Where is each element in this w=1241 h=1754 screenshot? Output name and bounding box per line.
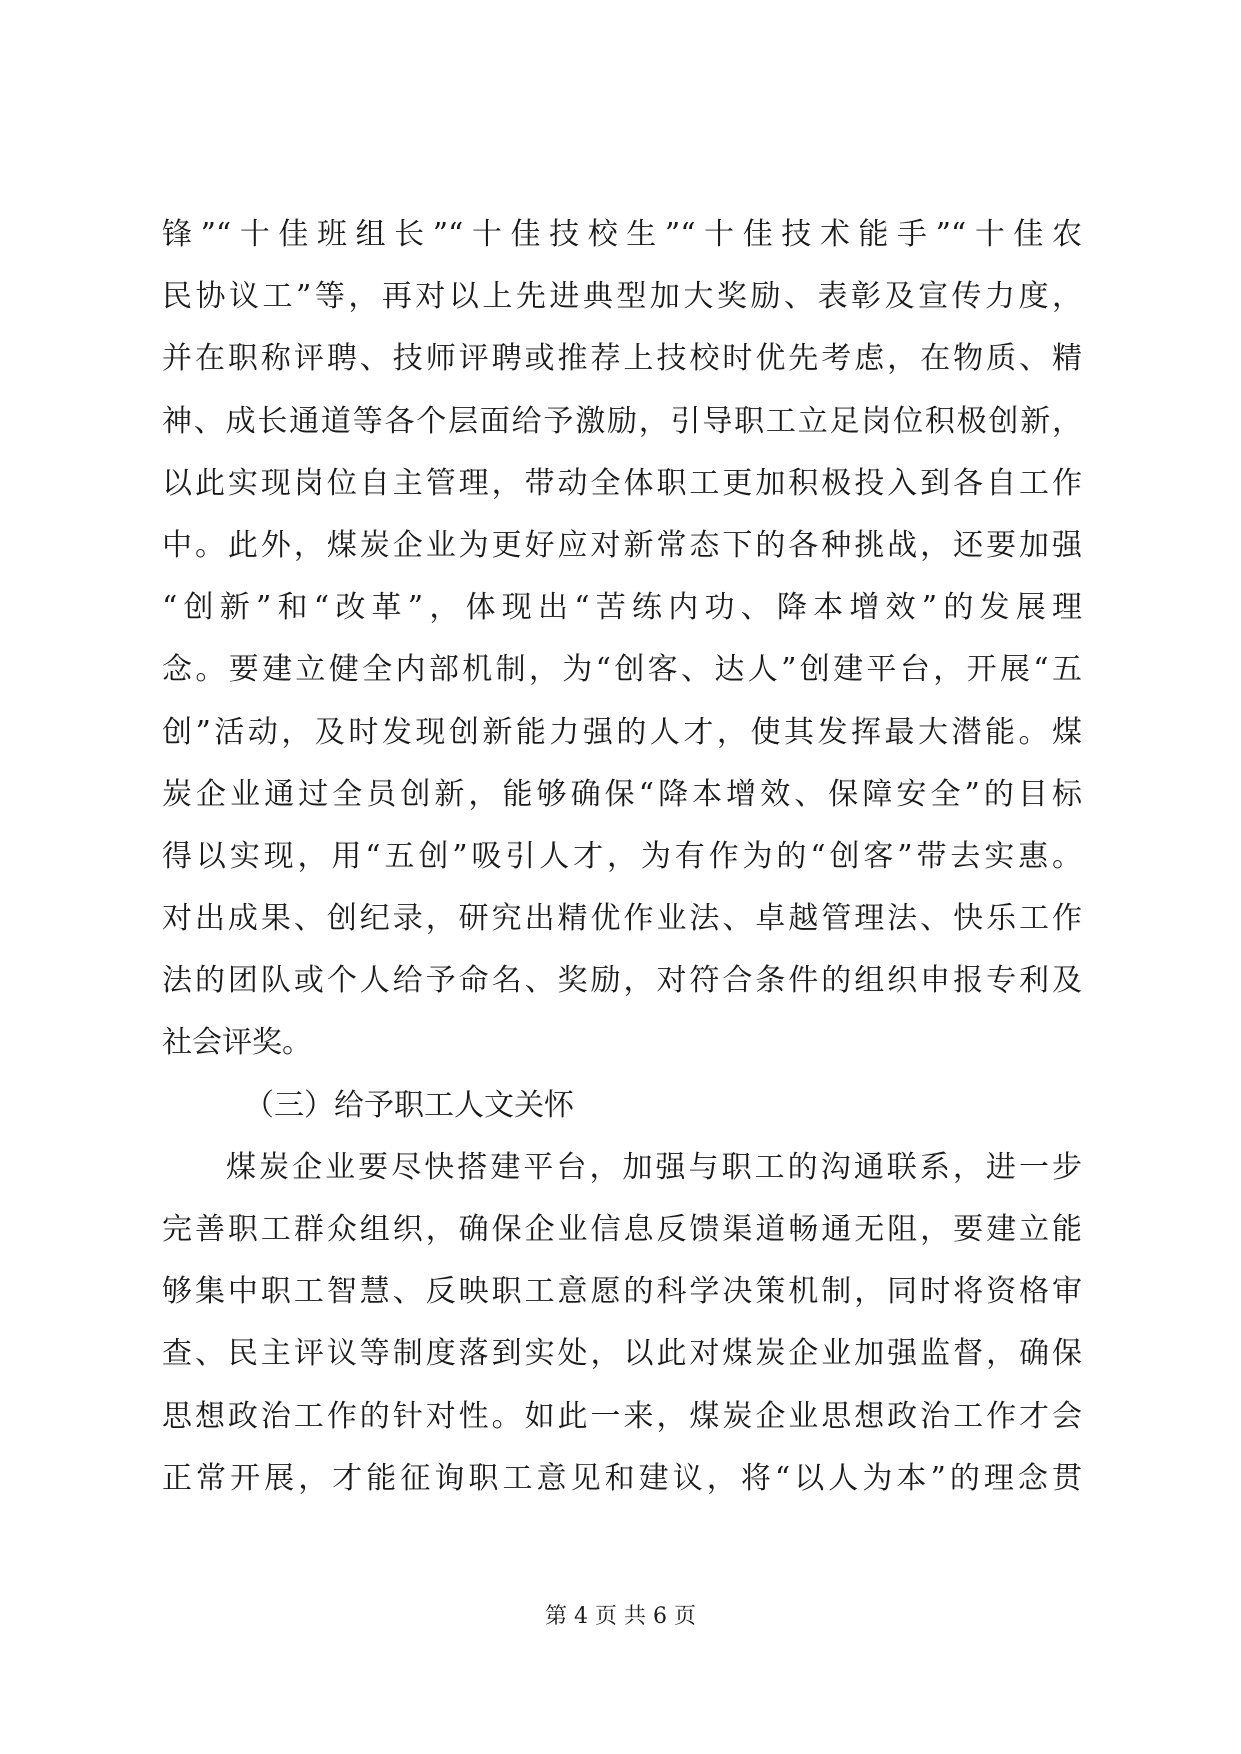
body-line: 得以实现，用“五创”吸引人才，为有作为的“创客”带去实惠。: [162, 838, 1082, 874]
body-line: “创新”和“改革”，体现出“苦练内功、降本增效”的发展理: [162, 590, 1082, 626]
body-line: 炭企业通过全员创新，能够确保“降本增效、保障安全”的目标: [162, 776, 1082, 812]
body-line: 正常开展，才能征询职工意见和建议，将“以人为本”的理念贯: [162, 1460, 1082, 1496]
body-line: 中。此外，煤炭企业为更好应对新常态下的各种挑战，还要加强: [162, 527, 1082, 563]
body-line: 对出成果、创纪录，研究出精优作业法、卓越管理法、快乐工作: [162, 901, 1082, 937]
page-footer: 第 4 页 共 6 页: [545, 1604, 696, 1629]
body-line: 够集中职工智慧、反映职工意愿的科学决策机制，同时将资格审: [162, 1274, 1082, 1310]
body-line: 煤炭企业要尽快搭建平台，加强与职工的沟通联系，进一步: [226, 1149, 1082, 1185]
body-line: 法的团队或个人给予命名、奖励，对符合条件的组织申报专利及: [162, 963, 1082, 999]
body-line: 念。要建立健全内部机制，为“创客、达人”创建平台，开展“五: [162, 652, 1082, 688]
section-heading: （三）给予职工人文关怀: [244, 1087, 574, 1123]
document-body: [162, 204, 1082, 1510]
body-line: 思想政治工作的针对性。如此一来，煤炭企业思想政治工作才会: [162, 1398, 1082, 1434]
body-line: 锋”“十佳班组长”“十佳技校生”“十佳技术能手”“十佳农: [162, 217, 1082, 252]
body-line: 以此实现岗位自主管理，带动全体职工更加积极投入到各自工作: [162, 465, 1082, 501]
body-line: 神、成长通道等各个层面给予激励，引导职工立足岗位积极创新，: [162, 403, 1082, 439]
body-line: 民协议工”等，再对以上先进典型加大奖励、表彰及宣传力度，: [162, 279, 1082, 315]
body-line: 社会评奖。: [162, 1025, 312, 1061]
body-line: 创”活动，及时发现创新能力强的人才，使其发挥最大潜能。煤: [162, 714, 1082, 750]
body-line: 查、民主评议等制度落到实处，以此对煤炭企业加强监督，确保: [162, 1336, 1082, 1372]
body-line: 并在职称评聘、技师评聘或推荐上技校时优先考虑，在物质、精: [162, 341, 1082, 377]
body-line: 完善职工群众组织，确保企业信息反馈渠道畅通无阻，要建立能: [162, 1212, 1082, 1247]
